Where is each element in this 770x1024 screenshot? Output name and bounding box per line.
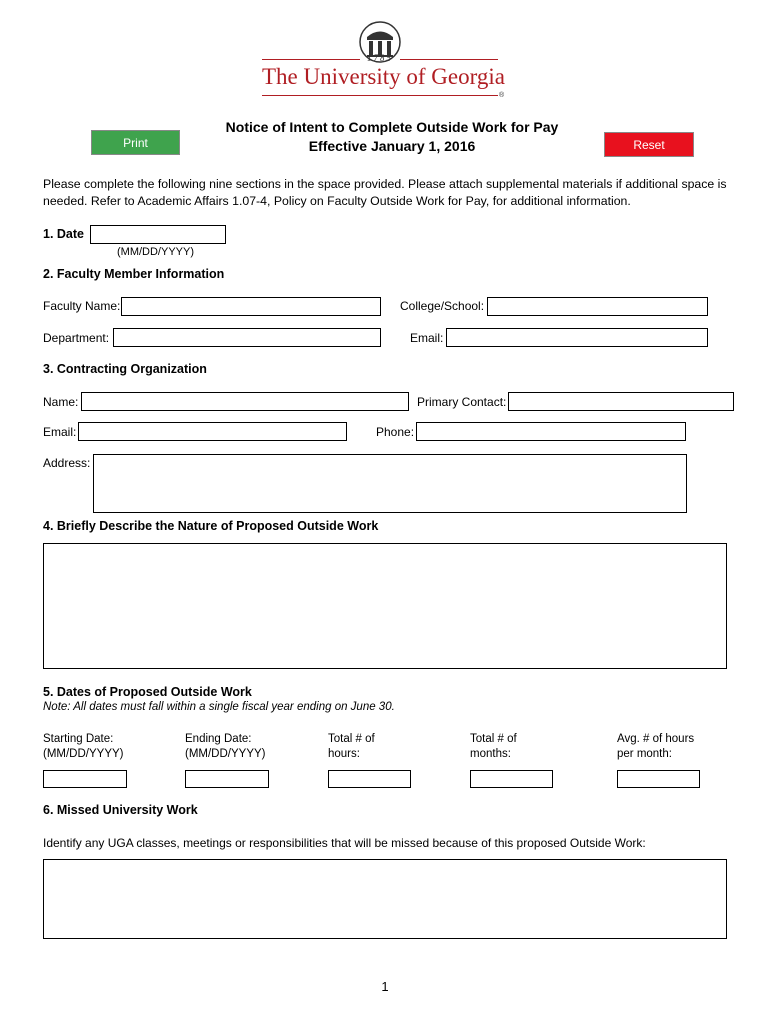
column-label-line1: Avg. # of hours (617, 733, 695, 745)
missed-work-field[interactable] (43, 859, 727, 939)
section4-heading: 4. Briefly Describe the Nature of Proposed Outside Work (43, 519, 379, 533)
org-email-field[interactable] (78, 422, 347, 441)
total-months-label (470, 732, 517, 762)
department-field[interactable] (113, 328, 381, 347)
column-label-line1: Total # of (328, 733, 375, 745)
section2-heading: 2. Faculty Member Information (43, 267, 225, 281)
starting-date-label (43, 732, 124, 762)
column-label-line2: hours: (328, 748, 360, 760)
column-label-line1: Starting Date: (43, 733, 114, 745)
section5-heading: 5. Dates of Proposed Outside Work (43, 685, 252, 699)
phone-label: Phone: (376, 425, 415, 439)
faculty-email-field[interactable] (446, 328, 708, 347)
reset-button[interactable]: Reset (604, 132, 694, 157)
column-label-line2: (MM/DD/YYYY) (43, 748, 124, 760)
column-label-line2: (MM/DD/YYYY) (185, 748, 266, 760)
ending-date-field[interactable] (185, 770, 269, 788)
missed-work-instruction: Identify any UGA classes, meetings or responsibilities that will be missed because of this proposed Outside Work: (43, 836, 646, 850)
total-hours-field[interactable] (328, 770, 411, 788)
section3-heading: 3. Contracting Organization (43, 362, 207, 376)
date-format-hint: (MM/DD/YYYY) (117, 246, 194, 258)
print-button[interactable]: Print (91, 130, 180, 155)
date-field[interactable] (90, 225, 226, 244)
faculty-name-label: Faculty Name: (43, 299, 121, 313)
column-label-line2: per month: (617, 748, 672, 760)
fiscal-year-note: Note: All dates must fall within a single fiscal year ending on June 30. (43, 701, 395, 713)
column-label-line1: Ending Date: (185, 733, 252, 745)
column-label-line1: Total # of (470, 733, 517, 745)
avg-hours-label (617, 732, 694, 762)
total-months-field[interactable] (470, 770, 553, 788)
section6-heading: 6. Missed University Work (43, 803, 198, 817)
college-field[interactable] (487, 297, 708, 316)
department-label: Department: (43, 331, 110, 345)
org-email-label: Email: (43, 425, 77, 439)
college-label: College/School: (400, 299, 485, 313)
page-number: 1 (381, 979, 389, 994)
form-title-line1: Notice of Intent to Complete Outside Work for Pay (225, 119, 559, 135)
column-label-line2: months: (470, 748, 511, 760)
founding-year: 1785 (367, 53, 393, 63)
avg-hours-field[interactable] (617, 770, 700, 788)
faculty-name-field[interactable] (121, 297, 381, 316)
address-label: Address: (43, 456, 91, 470)
registered-mark: ® (499, 92, 505, 99)
work-description-field[interactable] (43, 543, 727, 669)
primary-contact-field[interactable] (508, 392, 734, 411)
org-name-field[interactable] (81, 392, 409, 411)
intro-text: Please complete the following nine sections in the space provided. Please attach supplemental materials if additional space is needed. Refer to Academic Affairs 1.07-4, Policy on Faculty Outside Work for Pay, for additional information. (43, 177, 727, 208)
address-field[interactable] (93, 454, 687, 513)
phone-field[interactable] (416, 422, 686, 441)
org-name-label: Name: (43, 395, 79, 409)
primary-contact-label: Primary Contact: (417, 395, 507, 409)
form-title-line2: Effective January 1, 2016 (308, 138, 476, 154)
starting-date-field[interactable] (43, 770, 127, 788)
ending-date-label (185, 732, 266, 762)
section1-heading: 1. Date (43, 227, 84, 241)
university-name: The University of Georgia (262, 64, 505, 89)
total-hours-label (328, 732, 375, 762)
faculty-email-label: Email: (410, 331, 444, 345)
